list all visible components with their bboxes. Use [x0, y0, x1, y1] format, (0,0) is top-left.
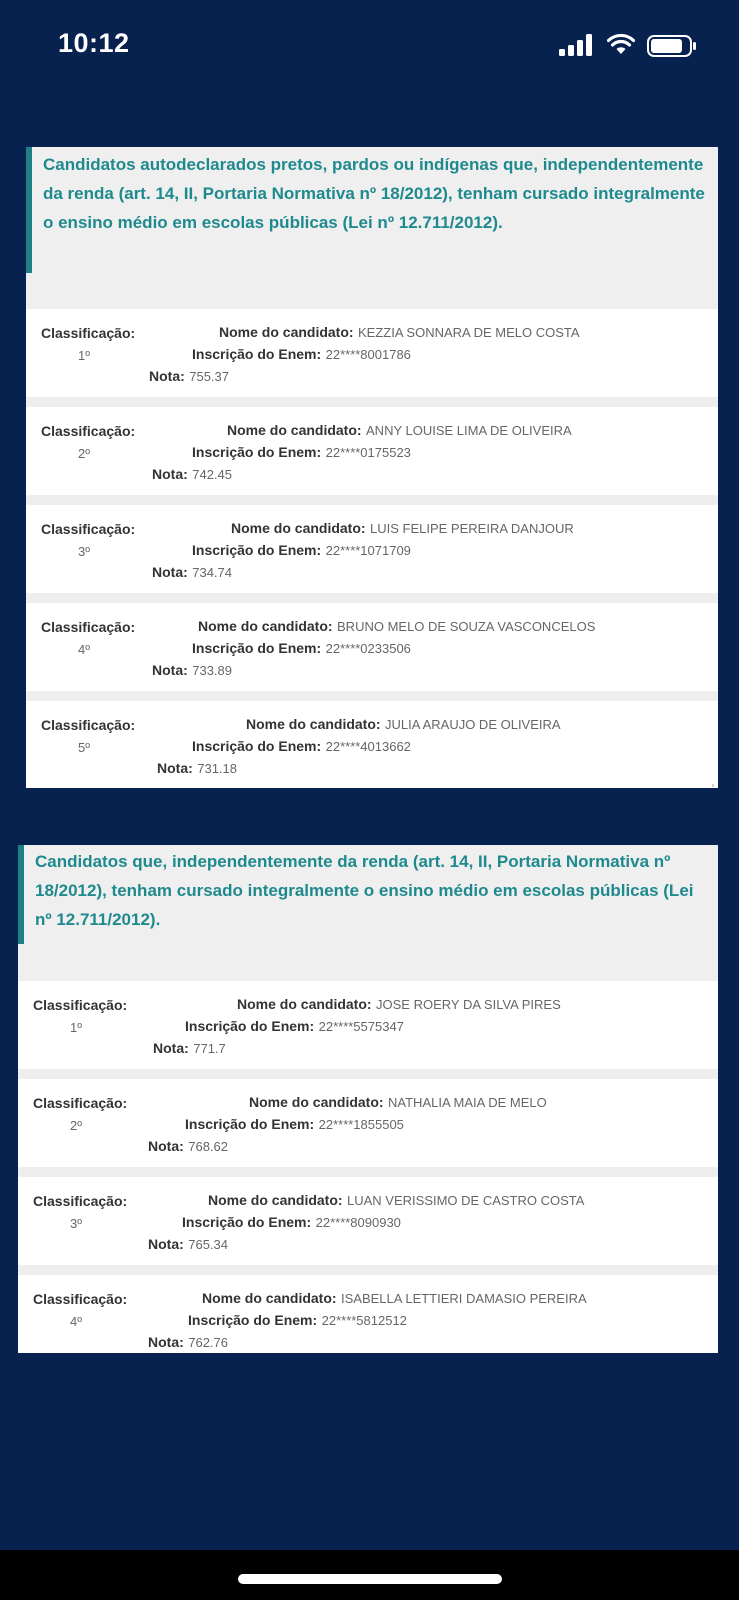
nota-value: 762.76 — [188, 1335, 228, 1350]
enem-inscription: Inscrição do Enem: 22****0175523 — [192, 444, 411, 460]
accent-bar — [18, 845, 24, 944]
section-title: Candidatos autodeclarados pretos, pardos ou indígenas que, independentemente da renda (art. 14, II, Portaria Normativa nº 18/2012), tenham cursado integralmente o ensino médio em escolas públicas (Lei nº 12.711/2012). — [43, 155, 705, 232]
rank-value: 3º — [70, 1216, 82, 1231]
nota: Nota: 742.45 — [152, 466, 232, 482]
ranking-card-escolas-publicas — [18, 845, 718, 1353]
candidate-name-value: ISABELLA LETTIERI DAMASIO PEREIRA — [341, 1291, 587, 1306]
table-row — [26, 603, 718, 701]
battery-icon — [647, 35, 697, 57]
rank-value: 2º — [78, 446, 90, 461]
candidate-name-value: BRUNO MELO DE SOUZA VASCONCELOS — [337, 619, 596, 634]
enem-value: 22****8001786 — [325, 347, 411, 362]
rank-value: 1º — [78, 348, 90, 363]
enem-value: 22****5575347 — [318, 1019, 404, 1034]
enem-inscription: Inscrição do Enem: 22****0233506 — [192, 640, 411, 656]
nota: Nota: 755.37 — [149, 368, 229, 384]
nota-value: 765.34 — [188, 1237, 228, 1252]
enem-inscription: Inscrição do Enem: 22****8090930 — [182, 1214, 401, 1230]
enem-value: 22****4013662 — [325, 739, 411, 754]
candidate-name: Nome do candidato: LUIS FELIPE PEREIRA DANJOUR — [231, 520, 574, 536]
enem-value: 22****1855505 — [318, 1117, 404, 1132]
card-header — [26, 147, 718, 309]
classificacao-label: Classificação: — [33, 1095, 128, 1111]
rank-value: 3º — [78, 544, 90, 559]
enem-inscription: Inscrição do Enem: 22****1071709 — [192, 542, 411, 558]
cellular-signal-icon — [559, 34, 595, 56]
candidate-name-value: LUIS FELIPE PEREIRA DANJOUR — [370, 521, 574, 536]
card-header — [18, 845, 718, 981]
candidate-name-value: NATHALIA MAIA DE MELO — [388, 1095, 547, 1110]
accent-bar — [26, 147, 32, 273]
enem-inscription: Inscrição do Enem: 22****5575347 — [185, 1018, 404, 1034]
table-row — [18, 981, 718, 1079]
enem-inscription: Inscrição do Enem: 22****1855505 — [185, 1116, 404, 1132]
candidate-name: Nome do candidato: LUAN VERISSIMO DE CASTRO COSTA — [208, 1192, 585, 1208]
rank-value: 1º — [70, 1020, 82, 1035]
candidate-name: Nome do candidato: ISABELLA LETTIERI DAMASIO PEREIRA — [202, 1290, 587, 1306]
table-row — [18, 1079, 718, 1177]
nota-value: 771.7 — [193, 1041, 226, 1056]
enem-value: 22****0175523 — [325, 445, 411, 460]
enem-inscription: Inscrição do Enem: 22****5812512 — [188, 1312, 407, 1328]
table-row — [26, 505, 718, 603]
wifi-icon — [607, 32, 635, 56]
nota-value: 755.37 — [189, 369, 229, 384]
nota: Nota: 762.76 — [148, 1334, 228, 1350]
candidate-name: Nome do candidato: JULIA ARAUJO DE OLIVEIRA — [246, 716, 561, 732]
status-bar — [0, 0, 739, 90]
enem-value: 22****0233506 — [325, 641, 411, 656]
nota-value: 733.89 — [192, 663, 232, 678]
enem-value: 22****5812512 — [321, 1313, 407, 1328]
table-row — [26, 701, 718, 784]
candidate-name: Nome do candidato: KEZZIA SONNARA DE MELO COSTA — [219, 324, 580, 340]
ranking-card-pretos-pardos-indigenas — [26, 147, 718, 788]
classificacao-label: Classificação: — [41, 423, 136, 439]
candidate-name: Nome do candidato: BRUNO MELO DE SOUZA VASCONCELOS — [198, 618, 596, 634]
nota: Nota: 765.34 — [148, 1236, 228, 1252]
candidate-name: Nome do candidato: NATHALIA MAIA DE MELO — [249, 1094, 547, 1110]
status-icons — [559, 32, 699, 60]
classificacao-label: Classificação: — [41, 325, 136, 341]
nota-value: 742.45 — [192, 467, 232, 482]
nota: Nota: 731.18 — [157, 760, 237, 776]
candidate-name: Nome do candidato: JOSE ROERY DA SILVA PIRES — [237, 996, 561, 1012]
nota-value: 768.62 — [188, 1139, 228, 1154]
rank-value: 2º — [70, 1118, 82, 1133]
nota-value: 731.18 — [197, 761, 237, 776]
rank-value: 5º — [78, 740, 90, 755]
classificacao-label: Classificação: — [33, 997, 128, 1013]
table-row — [18, 1177, 718, 1275]
enem-value: 22****8090930 — [315, 1215, 401, 1230]
classificacao-label: Classificação: — [41, 717, 136, 733]
nota: Nota: 771.7 — [153, 1040, 226, 1056]
classificacao-label: Classificação: — [41, 619, 136, 635]
candidate-name-value: JOSE ROERY DA SILVA PIRES — [376, 997, 561, 1012]
rank-value: 4º — [70, 1314, 82, 1329]
classificacao-label: Classificação: — [33, 1291, 128, 1307]
enem-value: 22****1071709 — [325, 543, 411, 558]
candidate-name-value: JULIA ARAUJO DE OLIVEIRA — [385, 717, 561, 732]
table-row — [26, 309, 718, 407]
table-row — [26, 407, 718, 505]
candidate-name-value: LUAN VERISSIMO DE CASTRO COSTA — [347, 1193, 585, 1208]
candidate-name-value: KEZZIA SONNARA DE MELO COSTA — [358, 325, 580, 340]
classificacao-label: Classificação: — [33, 1193, 128, 1209]
candidate-name-value: ANNY LOUISE LIMA DE OLIVEIRA — [366, 423, 572, 438]
section-title: Candidatos que, independentemente da renda (art. 14, II, Portaria Normativa nº 18/2012), tenham cursado integralmente o ensino médio em escolas públicas (Lei nº 12.711/2012). — [35, 852, 694, 929]
candidate-name: Nome do candidato: ANNY LOUISE LIMA DE OLIVEIRA — [227, 422, 572, 438]
nota: Nota: 733.89 — [152, 662, 232, 678]
enem-inscription: Inscrição do Enem: 22****8001786 — [192, 346, 411, 362]
classificacao-label: Classificação: — [41, 521, 136, 537]
nota-value: 734.74 — [192, 565, 232, 580]
home-indicator[interactable] — [238, 1574, 502, 1584]
enem-inscription: Inscrição do Enem: 22****4013662 — [192, 738, 411, 754]
status-time: 10:12 — [58, 28, 130, 58]
rank-value: 4º — [78, 642, 90, 657]
nota: Nota: 734.74 — [152, 564, 232, 580]
nota: Nota: 768.62 — [148, 1138, 228, 1154]
table-row — [18, 1275, 718, 1353]
